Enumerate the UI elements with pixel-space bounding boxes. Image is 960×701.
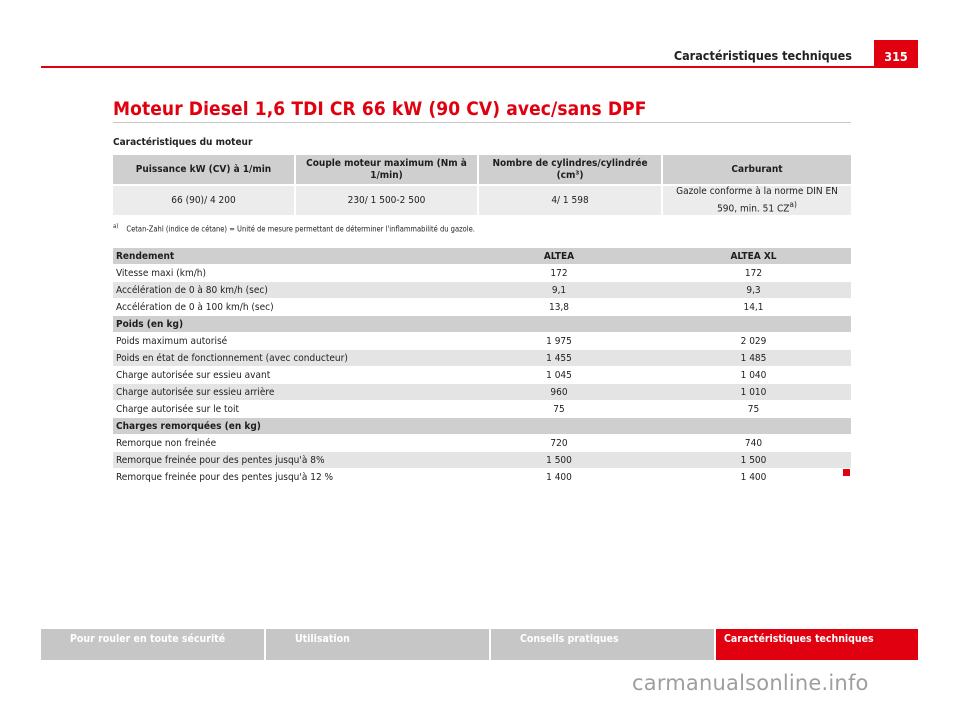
perf-cell-altea: 9,1 (462, 282, 656, 299)
perf-cell-altea: 13,8 (462, 299, 656, 316)
perf-cell-altea-xl: 1 400 (656, 469, 851, 486)
perf-cell-altea-xl: 9,3 (656, 282, 851, 299)
perf-cell-altea: 1 975 (462, 333, 656, 350)
engine-table-header-row (113, 155, 851, 184)
perf-row-label: Poids en état de fonctionnement (avec conducteur) (113, 350, 462, 367)
perf-cell-altea-xl: 75 (656, 401, 851, 418)
perf-section-label: Poids (en kg) (113, 316, 851, 333)
perf-row-label: Accélération de 0 à 80 km/h (sec) (113, 282, 462, 299)
perf-cell-altea: 1 500 (462, 452, 656, 469)
perf-cell-altea-xl: 1 485 (656, 350, 851, 367)
perf-table-row (113, 384, 851, 401)
performance-table (113, 248, 851, 486)
engine-col-header: Couple moteur maximum (Nm à 1/min) (296, 155, 479, 184)
perf-table-row (113, 435, 851, 452)
footnote (113, 223, 475, 234)
footer-tab-tips[interactable]: Conseils pratiques (491, 629, 716, 660)
perf-table-row (113, 265, 851, 282)
footer-nav (41, 629, 918, 660)
perf-table-row (113, 350, 851, 367)
perf-row-label: Remorque freinée pour des pentes jusqu'à 8% (113, 452, 462, 469)
perf-table-row (113, 299, 851, 316)
footnote-mark: a) (113, 223, 119, 230)
perf-cell-altea-xl: 1 010 (656, 384, 851, 401)
footer-tab-technical[interactable]: Caractéristiques techniques (716, 629, 918, 660)
perf-section-row (113, 418, 851, 435)
perf-cell-altea-xl: 1 040 (656, 367, 851, 384)
engine-table-row (113, 184, 851, 215)
footer-tab-safety[interactable]: Pour rouler en toute sécurité (41, 629, 266, 660)
header-rule (41, 66, 917, 68)
page-title: Moteur Diesel 1,6 TDI CR 66 kW (90 CV) avec/sans DPF (113, 98, 647, 120)
perf-cell-altea-xl: 1 500 (656, 452, 851, 469)
perf-header-altea: ALTEA (462, 248, 656, 265)
perf-row-label: Remorque non freinée (113, 435, 462, 452)
perf-header-altea-xl: ALTEA XL (656, 248, 851, 265)
engine-specs-table (113, 155, 851, 215)
perf-table-row (113, 401, 851, 418)
engine-cell-fuel (663, 184, 851, 215)
perf-row-label: Remorque freinée pour des pentes jusqu'à 12 % (113, 469, 462, 486)
footnote-text: Cetan-Zahl (indice de cétane) = Unité de mesure permettant de déterminer l'inflammabilité du gazole. (126, 224, 475, 234)
perf-section-label: Charges remorquées (en kg) (113, 418, 851, 435)
footer-tab-usage[interactable]: Utilisation (266, 629, 491, 660)
perf-cell-altea: 720 (462, 435, 656, 452)
perf-cell-altea: 1 400 (462, 469, 656, 486)
perf-table-header-row (113, 248, 851, 265)
perf-row-label: Charge autorisée sur essieu avant (113, 367, 462, 384)
section-label: Caractéristiques du moteur (113, 137, 253, 148)
perf-cell-altea-xl: 2 029 (656, 333, 851, 350)
page-number: 315 (874, 40, 918, 68)
perf-cell-altea: 1 455 (462, 350, 656, 367)
title-divider (113, 122, 851, 123)
perf-row-label: Accélération de 0 à 100 km/h (sec) (113, 299, 462, 316)
perf-row-label: Charge autorisée sur essieu arrière (113, 384, 462, 401)
perf-row-label: Poids maximum autorisé (113, 333, 462, 350)
watermark: carmanualsonline.info (632, 671, 869, 695)
perf-header-label: Rendement (113, 248, 462, 265)
engine-col-header: Puissance kW (CV) à 1/min (113, 155, 296, 184)
perf-table-row (113, 333, 851, 350)
perf-cell-altea: 172 (462, 265, 656, 282)
engine-col-header: Nombre de cylindres/cylindrée (cm³) (479, 155, 663, 184)
perf-table-row (113, 367, 851, 384)
fuel-footnote-ref: a) (789, 199, 797, 209)
perf-cell-altea-xl: 172 (656, 265, 851, 282)
perf-cell-altea: 1 045 (462, 367, 656, 384)
perf-row-label: Charge autorisée sur le toit (113, 401, 462, 418)
engine-cell: 66 (90)/ 4 200 (113, 184, 296, 215)
engine-col-header: Carburant (663, 155, 851, 184)
perf-table-row (113, 282, 851, 299)
perf-cell-altea-xl: 740 (656, 435, 851, 452)
perf-section-row (113, 316, 851, 333)
perf-cell-altea-xl: 14,1 (656, 299, 851, 316)
perf-cell-altea: 75 (462, 401, 656, 418)
engine-cell: 230/ 1 500-2 500 (296, 184, 479, 215)
engine-cell: 4/ 1 598 (479, 184, 663, 215)
perf-cell-altea: 960 (462, 384, 656, 401)
perf-table-row (113, 452, 851, 469)
end-of-section-marker (843, 469, 850, 476)
running-header-title: Caractéristiques techniques (673, 48, 852, 63)
fuel-text: Gazole conforme à la norme DIN EN 590, min. 51 CZ (676, 186, 838, 215)
perf-table-row (113, 469, 851, 486)
perf-row-label: Vitesse maxi (km/h) (113, 265, 462, 282)
